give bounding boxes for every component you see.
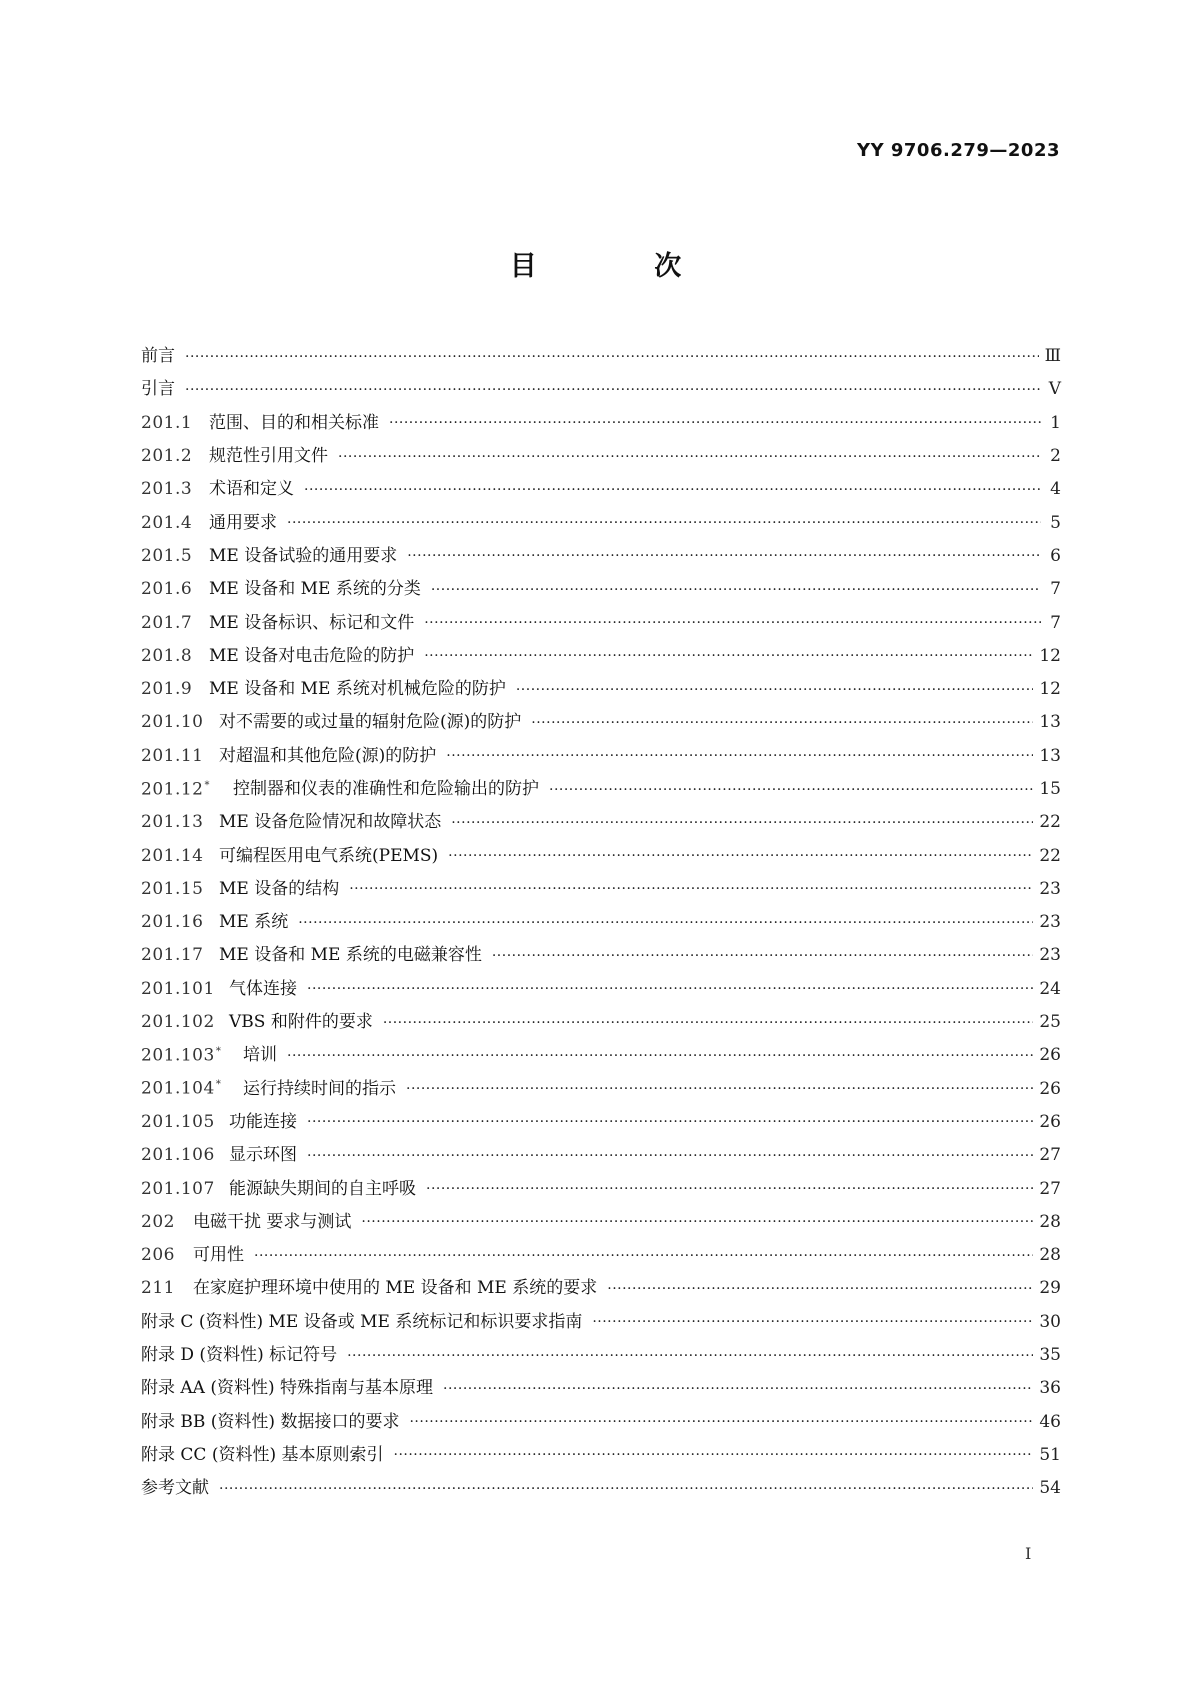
toc-entry-title: 参考文献: [141, 1478, 209, 1499]
toc-entry-title: 在家庭护理环境中使用的 ME 设备和 ME 系统的要求: [193, 1278, 598, 1299]
dot-leader: [406, 1082, 1033, 1096]
toc-entry-number: 201.1: [141, 412, 193, 433]
toc-entry-title: 范围、目的和相关标准: [209, 412, 379, 433]
toc-entry-page: 2: [1050, 446, 1061, 467]
toc-entry-number: 201.106: [141, 1145, 215, 1166]
toc-entry-page: 35: [1039, 1345, 1061, 1366]
toc-entry-page: 15: [1039, 779, 1061, 799]
toc-entry-number: 201.15: [141, 878, 204, 899]
toc-entry-title: 对超温和其他危险(源)的防护: [219, 745, 437, 766]
toc-entry-title: 前言: [141, 346, 175, 367]
toc-entry-title: ME 设备对电击危险的防护: [209, 645, 415, 666]
toc-entry[interactable]: [141, 973, 1061, 1006]
asterisk-mark: *: [215, 1046, 222, 1058]
toc-entry-page: 27: [1039, 1178, 1061, 1199]
toc-entry-title: 附录 CC (资料性) 基本原则索引: [141, 1444, 384, 1465]
toc-entry-page: 28: [1039, 1211, 1061, 1232]
toc-entry-title: 规范性引用文件: [209, 446, 328, 467]
toc-entry[interactable]: [141, 1039, 1061, 1072]
toc-entry-title: ME 设备标识、标记和文件: [209, 612, 415, 633]
toc-entry-number: 201.12*: [141, 779, 210, 800]
dot-leader: [516, 683, 1034, 697]
toc-entry[interactable]: [141, 473, 1061, 506]
toc-entry[interactable]: [141, 873, 1061, 906]
toc-entry-number: 202: [141, 1211, 175, 1232]
dot-leader: [383, 1016, 1034, 1030]
toc-entry-page: 54: [1039, 1478, 1061, 1499]
toc-entry-page: 30: [1039, 1311, 1061, 1332]
toc-entry-number: 201.5: [141, 545, 193, 566]
toc-entry[interactable]: [141, 1006, 1061, 1039]
toc-entry-page: 23: [1039, 878, 1061, 899]
dot-leader: [549, 783, 1033, 797]
page-title: 目 次: [509, 251, 736, 282]
dot-leader: [426, 1182, 1033, 1196]
toc-entry-title: 引言: [141, 379, 175, 400]
toc-entry-number: 201.8: [141, 645, 193, 666]
asterisk-mark: *: [215, 1079, 222, 1091]
dot-leader: [607, 1282, 1033, 1296]
toc-entry[interactable]: [141, 773, 1061, 806]
toc-entry[interactable]: [141, 407, 1061, 440]
toc-entry-page: 29: [1039, 1278, 1061, 1299]
toc-entry-title: 通用要求: [209, 512, 277, 533]
toc-entry-number: 201.16: [141, 912, 204, 933]
toc-entry[interactable]: [141, 1472, 1061, 1505]
dot-leader: [287, 516, 1041, 530]
toc-entry-title: 附录 AA (资料性) 特殊指南与基本原理: [141, 1378, 434, 1399]
dot-leader: [431, 583, 1041, 597]
toc-entry-page: 23: [1039, 945, 1061, 966]
toc-entry-title: 培训: [243, 1045, 277, 1066]
dot-leader: [361, 1215, 1033, 1229]
toc-entry-title: 显示环图: [229, 1145, 297, 1166]
toc-entry-number: 201.7: [141, 612, 193, 633]
toc-entry-page: 13: [1039, 712, 1061, 733]
toc-entry-page: Ⅲ: [1044, 346, 1061, 367]
toc-entry-title: 对不需要的或过量的辐射危险(源)的防护: [219, 712, 522, 733]
toc-entry-title: 附录 BB (资料性) 数据接口的要求: [141, 1411, 400, 1432]
toc-entry-page: 6: [1050, 545, 1061, 566]
toc-entry[interactable]: [141, 573, 1061, 606]
toc-entry-number: 201.14: [141, 845, 204, 866]
toc-entry-title: 术语和定义: [209, 479, 294, 500]
toc-entry-page: 36: [1039, 1378, 1061, 1399]
dot-leader: [298, 916, 1033, 930]
toc-entry-page: 26: [1039, 1078, 1061, 1099]
toc-entry-title: 功能连接: [229, 1111, 297, 1132]
toc-entry-title: ME 设备的结构: [219, 878, 340, 899]
toc-entry-number: 201.107: [141, 1178, 215, 1199]
document-code: YY 9706.279—2023: [857, 140, 1060, 161]
dot-leader: [492, 949, 1034, 963]
toc-entry[interactable]: [141, 506, 1061, 539]
asterisk-mark: *: [204, 779, 210, 791]
dot-leader: [349, 882, 1033, 896]
toc-entry-title: 电磁干扰 要求与测试: [193, 1211, 352, 1232]
toc-entry-number: 201.11: [141, 745, 204, 766]
toc-entry-number: 206: [141, 1245, 175, 1266]
toc-entry-title: 可用性: [193, 1245, 244, 1266]
toc-entry-page: 4: [1050, 479, 1061, 500]
toc-entry-page: 7: [1050, 612, 1061, 633]
toc-entry-page: Ⅴ: [1048, 379, 1061, 400]
toc-entry[interactable]: [141, 606, 1061, 639]
toc-entry[interactable]: [141, 1339, 1061, 1372]
toc-entry-title: 可编程医用电气系统(PEMS): [219, 845, 439, 866]
toc-entry[interactable]: [141, 1206, 1061, 1239]
toc-entry-number: 201.9: [141, 679, 193, 700]
toc-entry[interactable]: [141, 1172, 1061, 1205]
dot-leader: [451, 816, 1033, 830]
toc-entry[interactable]: [141, 340, 1061, 373]
toc-entry[interactable]: [141, 440, 1061, 473]
dot-leader: [338, 450, 1041, 464]
toc-entry-title: ME 设备和 ME 系统的电磁兼容性: [219, 945, 482, 966]
toc-entry[interactable]: [141, 1106, 1061, 1139]
toc-entry[interactable]: [141, 806, 1061, 839]
toc-entry-page: 7: [1050, 579, 1061, 600]
toc-entry[interactable]: [141, 1139, 1061, 1172]
dot-leader: [443, 1382, 1033, 1396]
dot-leader: [307, 982, 1033, 996]
toc-entry[interactable]: [141, 1073, 1061, 1106]
toc-entry-number: 201.3: [141, 479, 193, 500]
toc-entry[interactable]: [141, 939, 1061, 972]
toc-entry[interactable]: [141, 740, 1061, 773]
toc-entry-page: 26: [1039, 1111, 1061, 1132]
toc-entry[interactable]: [141, 1372, 1061, 1405]
dot-leader: [424, 649, 1033, 663]
toc-entry-number: 201.17: [141, 945, 204, 966]
toc-entry-number: 201.13: [141, 812, 204, 833]
toc-entry[interactable]: [141, 1239, 1061, 1272]
toc-entry-number: 201.6: [141, 579, 193, 600]
toc-entry-title: ME 设备和 ME 系统的分类: [209, 579, 421, 600]
toc-entry-page: 13: [1039, 745, 1061, 766]
dot-leader: [304, 483, 1041, 497]
dot-leader: [424, 616, 1041, 630]
dot-leader: [448, 849, 1033, 863]
dot-leader: [307, 1149, 1033, 1163]
dot-leader: [219, 1482, 1033, 1496]
toc-entry-title: ME 系统: [219, 912, 289, 933]
toc-entry-title: ME 设备试验的通用要求: [209, 545, 398, 566]
toc-entry-page: 22: [1039, 812, 1061, 833]
toc-entry-title: ME 设备危险情况和故障状态: [219, 812, 442, 833]
toc-entry[interactable]: [141, 839, 1061, 872]
toc-entry-number: 201.4: [141, 512, 193, 533]
toc-entry-number: 201.105: [141, 1111, 215, 1132]
toc-entry-page: 1: [1050, 412, 1061, 433]
toc-entry[interactable]: [141, 1306, 1061, 1339]
toc-entry-page: 5: [1050, 512, 1061, 533]
toc-entry-number: 201.102: [141, 1012, 215, 1033]
toc-entry-title: 能源缺失期间的自主呼吸: [229, 1178, 416, 1199]
toc-entry-page: 25: [1039, 1012, 1061, 1033]
dot-leader: [531, 716, 1033, 730]
toc-entry-page: 22: [1039, 845, 1061, 866]
page-number: Ⅰ: [1025, 1544, 1032, 1563]
dot-leader: [592, 1315, 1033, 1329]
toc-entry[interactable]: [141, 673, 1061, 706]
toc-entry[interactable]: [141, 906, 1061, 939]
toc-entry-page: 12: [1039, 645, 1061, 666]
toc-entry-page: 12: [1039, 679, 1061, 700]
dot-leader: [347, 1349, 1033, 1363]
toc-entry[interactable]: [141, 1406, 1061, 1439]
toc-entry-page: 46: [1039, 1411, 1061, 1432]
toc-entry-title: 气体连接: [229, 978, 297, 999]
toc-entry-page: 27: [1039, 1145, 1061, 1166]
table-of-contents: [141, 340, 1061, 1505]
toc-entry-page: 28: [1039, 1245, 1061, 1266]
toc-entry[interactable]: [141, 1439, 1061, 1472]
toc-entry[interactable]: [141, 373, 1061, 406]
toc-entry-number: 201.101: [141, 978, 215, 999]
toc-entry-title: 附录 D (资料性) 标记符号: [141, 1345, 338, 1366]
toc-entry-title: 控制器和仪表的准确性和危险输出的防护: [233, 779, 539, 799]
toc-entry-number: 201.10: [141, 712, 204, 733]
toc-entry-number: 201.104*: [141, 1079, 222, 1099]
toc-entry[interactable]: [141, 540, 1061, 573]
dot-leader: [394, 1448, 1034, 1462]
dot-leader: [254, 1249, 1033, 1263]
toc-entry-page: 23: [1039, 912, 1061, 933]
toc-entry-page: 24: [1039, 978, 1061, 999]
dot-leader: [307, 1115, 1033, 1129]
dot-leader: [407, 549, 1041, 563]
toc-entry-number: 201.2: [141, 446, 193, 467]
toc-entry-page: 51: [1039, 1444, 1061, 1465]
dot-leader: [185, 383, 1041, 397]
dot-leader: [389, 416, 1041, 430]
toc-entry-title: 附录 C (资料性) ME 设备或 ME 系统标记和标识要求指南: [141, 1311, 583, 1332]
toc-entry[interactable]: [141, 640, 1061, 673]
dot-leader: [287, 1049, 1033, 1063]
dot-leader: [185, 350, 1039, 364]
toc-entry[interactable]: [141, 1272, 1061, 1305]
dot-leader: [409, 1415, 1033, 1429]
toc-entry-number: 211: [141, 1278, 175, 1299]
toc-entry-page: 26: [1039, 1045, 1061, 1066]
toc-entry-title: 运行持续时间的指示: [243, 1078, 396, 1099]
dot-leader: [446, 749, 1033, 763]
toc-entry[interactable]: [141, 706, 1061, 739]
toc-entry-title: VBS 和附件的要求: [229, 1012, 373, 1033]
toc-entry-title: ME 设备和 ME 系统对机械危险的防护: [209, 679, 506, 700]
toc-entry-number: 201.103*: [141, 1045, 222, 1066]
